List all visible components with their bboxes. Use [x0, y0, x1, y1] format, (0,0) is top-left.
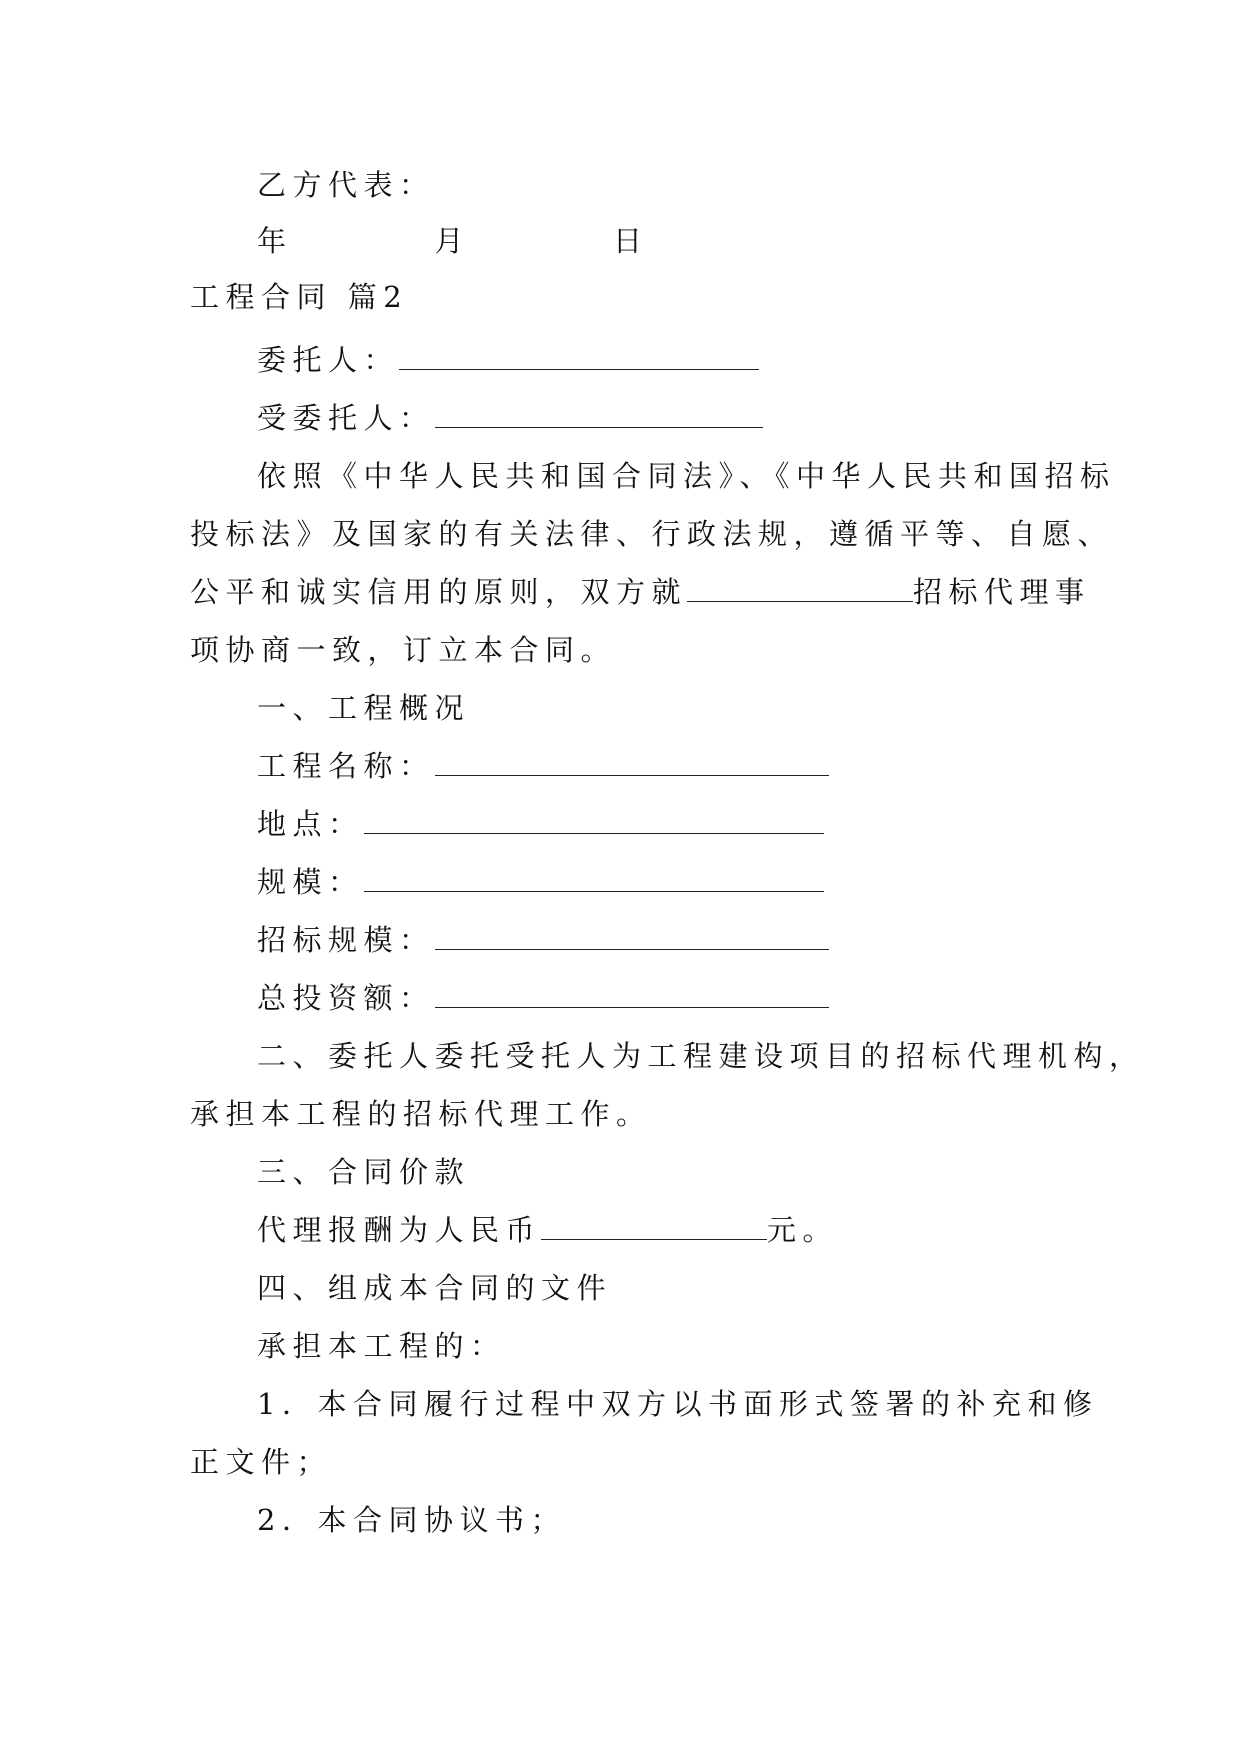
sec2-text-1: 二、委托人委托受托人为工程建设项目的招标代理机构，: [257, 1039, 1145, 1073]
year-label: 年: [257, 224, 293, 258]
agent-blank[interactable]: [435, 403, 763, 428]
scale-line: [257, 862, 824, 902]
investment-blank[interactable]: [435, 983, 829, 1008]
sec4-title-text: 四、组成本合同的文件: [257, 1271, 613, 1305]
sec4-lead: [257, 1326, 506, 1366]
intro-line-4: [190, 630, 616, 670]
fee-blank[interactable]: [541, 1215, 767, 1240]
heading-text: 工程合同 篇2: [190, 280, 409, 314]
item-2-text: 2．本合同协议书；: [257, 1503, 566, 1537]
agent-label: 受委托人：: [257, 401, 435, 435]
scale-label: 规模：: [257, 865, 364, 899]
principal-label: 委托人：: [257, 343, 400, 377]
fee-line: [257, 1210, 838, 1250]
item-1-line-1: [257, 1384, 1098, 1424]
sec4-title: [257, 1268, 612, 1308]
sec4-lead-text: 承担本工程的：: [257, 1329, 506, 1363]
item-1-line-2: [190, 1442, 332, 1482]
sec2-line-1: [257, 1036, 1145, 1076]
project-blank[interactable]: [687, 577, 913, 602]
location-label: 地点：: [257, 807, 364, 841]
location-blank[interactable]: [364, 809, 824, 834]
fee-label: 代理报酬为人民币: [257, 1213, 542, 1247]
principal-blank[interactable]: [399, 345, 759, 370]
item-1-text-a: 1．本合同履行过程中双方以书面形式签署的补充和修: [257, 1387, 1099, 1421]
sec2-text-2: 承担本工程的招标代理工作。: [190, 1097, 652, 1131]
rep-b-label: 乙方代表：: [257, 168, 435, 202]
investment-line: [257, 978, 829, 1018]
sec1-title: [257, 688, 470, 728]
item-2-line: [257, 1500, 566, 1540]
investment-label: 总投资额：: [257, 981, 435, 1015]
sec3-title: [257, 1152, 470, 1192]
location-line: [257, 804, 824, 844]
intro-text-4: 项协商一致，订立本合同。: [190, 633, 617, 667]
project-name-label: 工程名称：: [257, 749, 435, 783]
intro-line-2: [190, 514, 1113, 554]
section-heading: [190, 277, 408, 317]
day-label: 日: [613, 224, 649, 258]
sec2-line-2: [190, 1094, 652, 1134]
intro-text-3b: 招标代理事: [913, 575, 1091, 609]
intro-text-2: 投标法》及国家的有关法律、行政法规，遵循平等、自愿、: [190, 517, 1114, 551]
sec1-title-text: 一、工程概况: [257, 691, 471, 725]
intro-text-1: 依照《中华人民共和国合同法》、《中华人民共和国招标: [257, 459, 1116, 493]
bid-scale-label: 招标规模：: [257, 923, 435, 957]
principal-line: [257, 340, 759, 380]
item-1-text-b: 正文件；: [190, 1445, 333, 1479]
date-line: [257, 221, 649, 261]
fee-unit: 元。: [767, 1213, 839, 1247]
month-label: 月: [434, 224, 471, 258]
scale-blank[interactable]: [364, 867, 824, 892]
rep-b-line: [257, 165, 435, 205]
bid-scale-line: [257, 920, 829, 960]
project-name-blank[interactable]: [435, 751, 829, 776]
project-name-line: [257, 746, 829, 786]
sec3-title-text: 三、合同价款: [257, 1155, 471, 1189]
intro-line-3: [190, 572, 1091, 612]
intro-line-1: [257, 456, 1116, 496]
agent-line: [257, 398, 763, 438]
intro-text-3a: 公平和诚实信用的原则，双方就: [190, 575, 688, 609]
bid-scale-blank[interactable]: [435, 925, 829, 950]
